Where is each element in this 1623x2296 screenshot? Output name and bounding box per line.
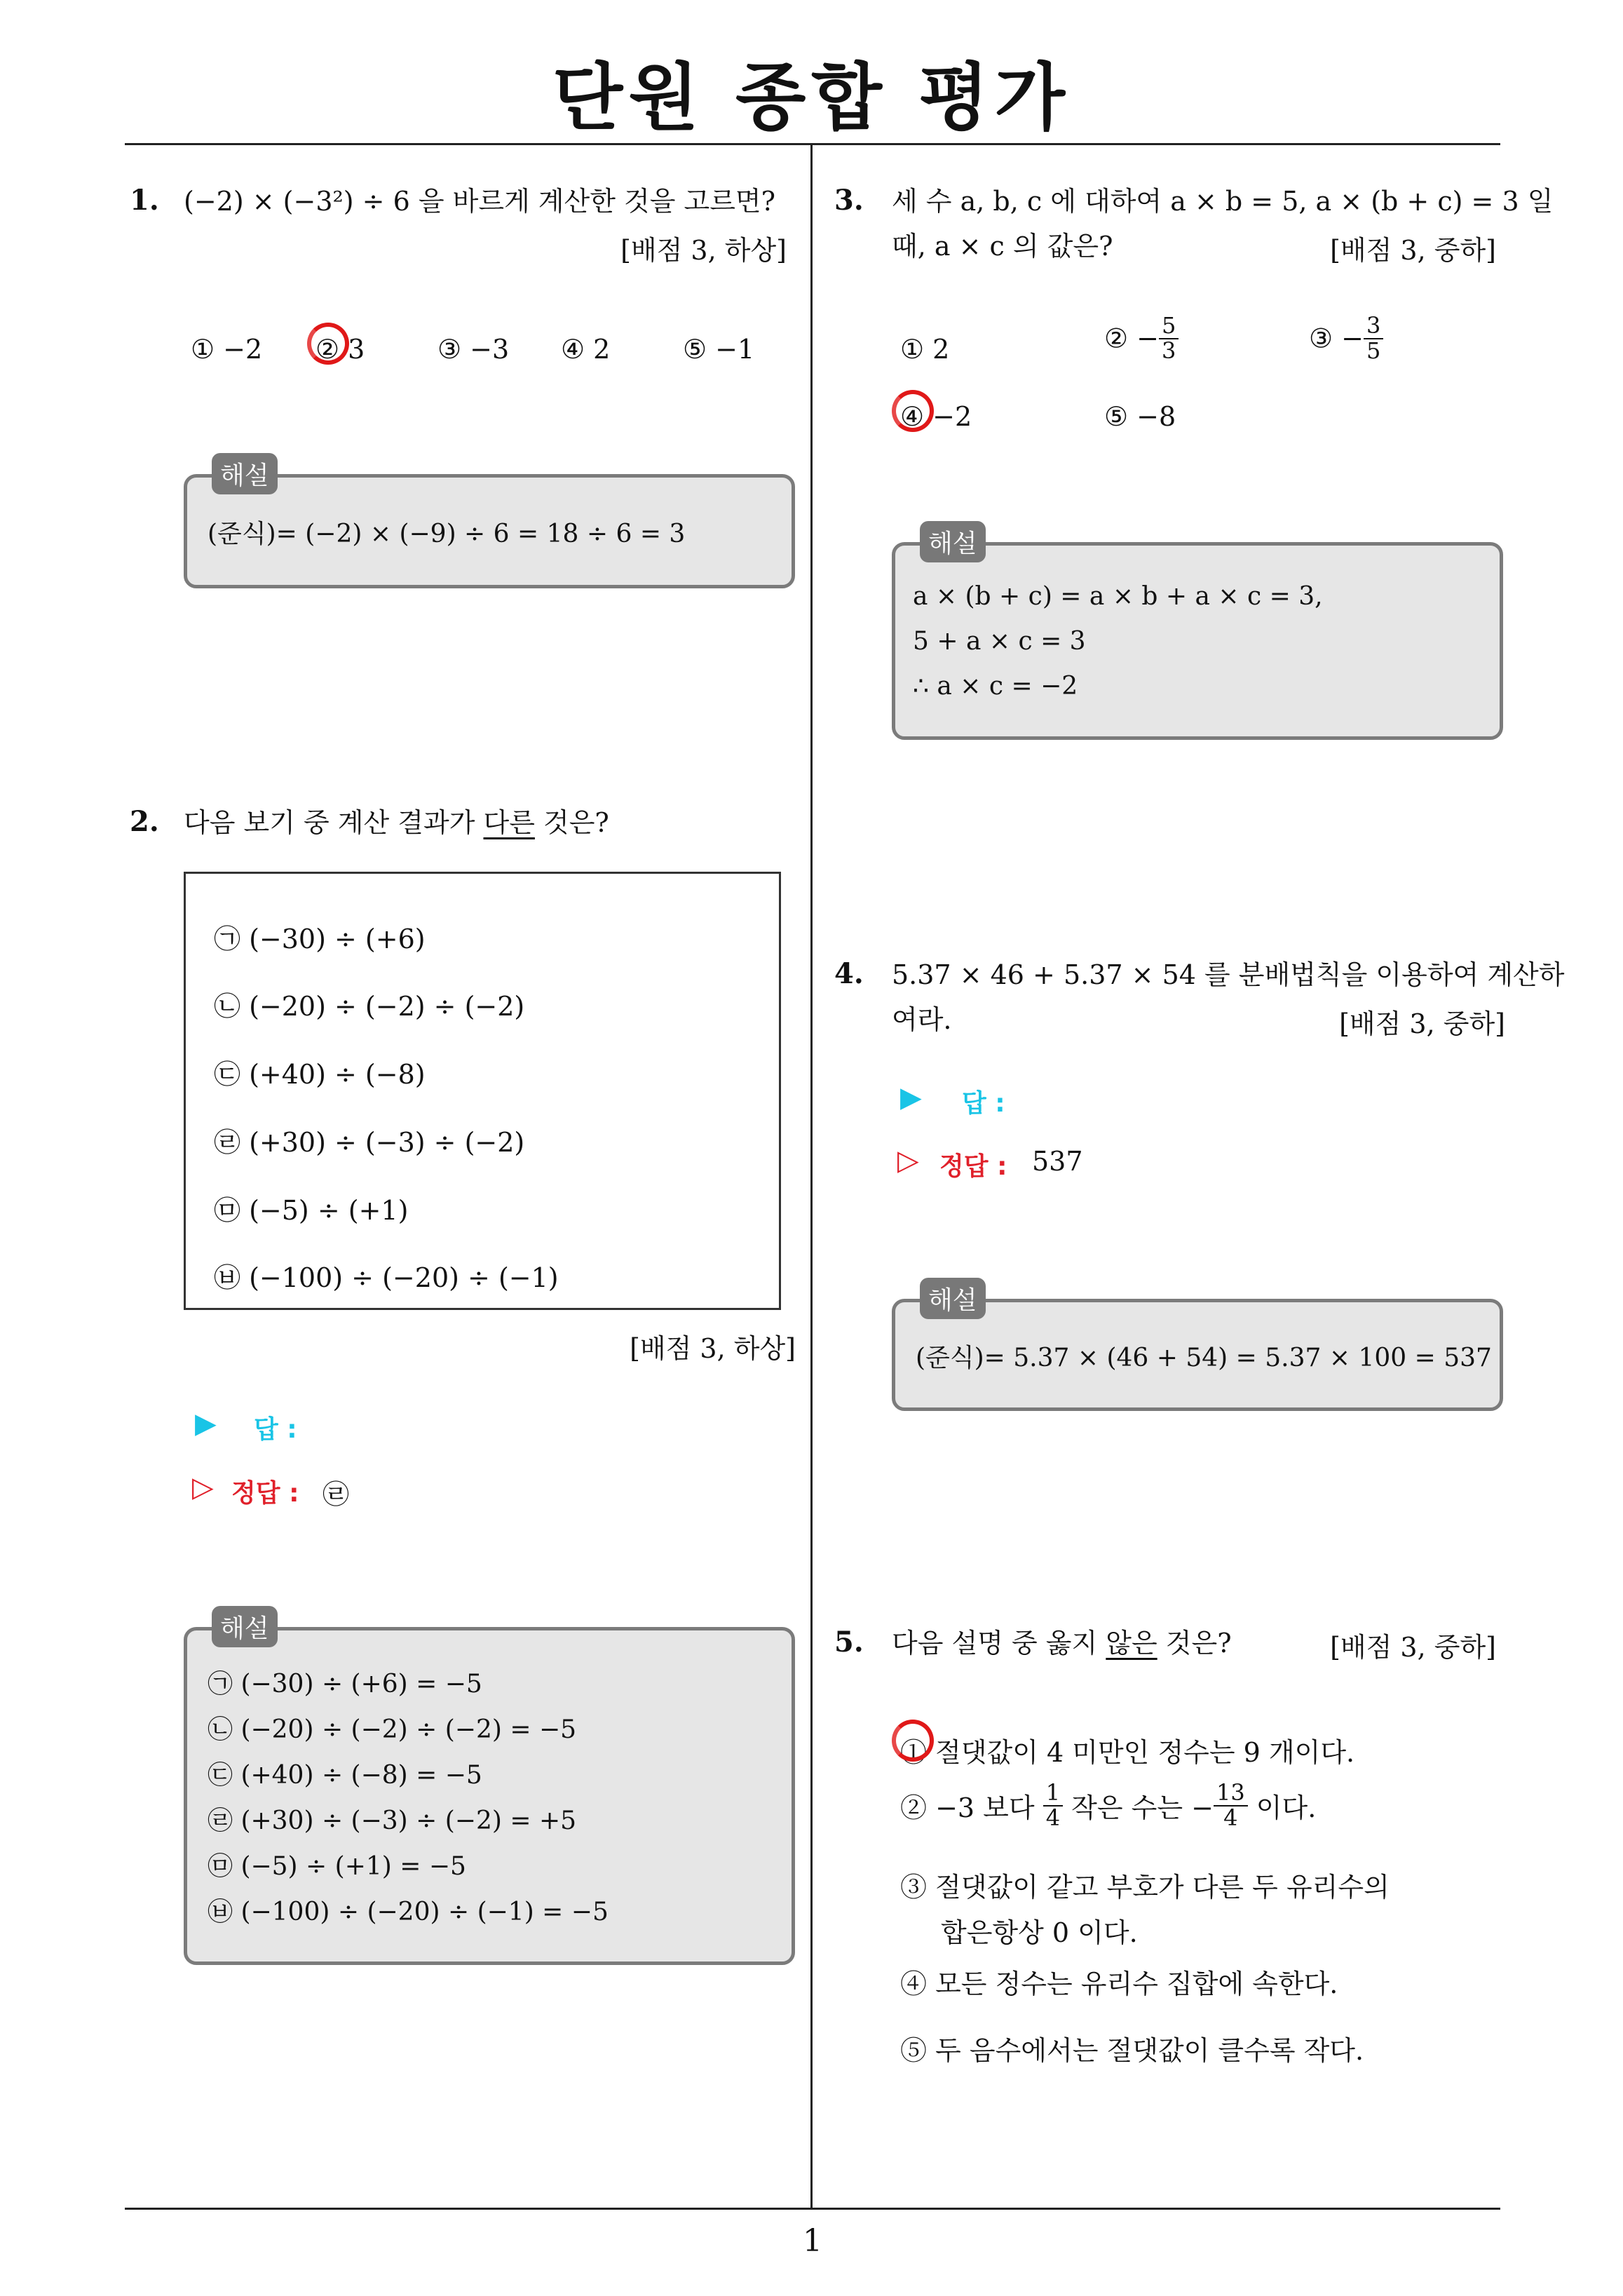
score-label: [배점 3, 중하] bbox=[1330, 235, 1496, 266]
choice-3[interactable]: ③ 절댓값이 같고 부호가 다른 두 유리수의 bbox=[900, 1872, 1390, 1903]
answer-circle-mark bbox=[307, 323, 349, 365]
choice-2[interactable]: ② 3 bbox=[315, 334, 365, 365]
correct-arrow-icon: ▷ bbox=[192, 1471, 214, 1504]
choice-text: ② −3 보다 bbox=[900, 1792, 1035, 1824]
choice-text: ③ − bbox=[1309, 323, 1364, 354]
score-label: [배점 3, 중하] bbox=[1339, 1008, 1505, 1039]
choice-2[interactable] bbox=[900, 1781, 1316, 1830]
bogi-item: ㉥ (−100) ÷ (−20) ÷ (−1) bbox=[214, 1262, 559, 1293]
score-label: [배점 3, 하상] bbox=[620, 235, 787, 266]
question-text-emphasis: 다른 bbox=[483, 807, 535, 838]
fraction-denominator: 5 bbox=[1366, 337, 1381, 364]
choice-4[interactable]: ④ 2 bbox=[561, 334, 611, 365]
choice-3[interactable] bbox=[1309, 314, 1383, 363]
solution-line: ㉠ (−30) ÷ (+6) = −5 bbox=[208, 1670, 482, 1699]
choice-3-continued: 합은항상 0 이다. bbox=[941, 1917, 1138, 1948]
question-number: 1. bbox=[130, 184, 159, 217]
answer-label: 답 : bbox=[962, 1089, 1005, 1118]
fraction bbox=[1214, 1781, 1248, 1830]
fraction-denominator: 3 bbox=[1162, 337, 1176, 364]
fraction-denominator: 4 bbox=[1223, 1804, 1238, 1831]
choice-3[interactable]: ③ −3 bbox=[437, 334, 510, 365]
correct-value: ㉣ bbox=[322, 1479, 350, 1510]
bogi-item: ㉢ (+40) ÷ (−8) bbox=[214, 1059, 426, 1090]
fraction-numerator: 13 bbox=[1214, 1781, 1248, 1807]
choice-1[interactable]: ① −2 bbox=[191, 334, 263, 365]
choice-4[interactable]: ④ −2 bbox=[900, 401, 972, 432]
correct-label: 정답 : bbox=[231, 1479, 299, 1508]
choice-text: ② − bbox=[1104, 323, 1159, 354]
solution-tab: 해설 bbox=[212, 453, 278, 494]
solution-line: (준식)= 5.37 × (46 + 54) = 5.37 × 100 = 537 bbox=[916, 1344, 1492, 1372]
solution-tab: 해설 bbox=[920, 1278, 986, 1319]
choice-1[interactable]: ① 2 bbox=[900, 334, 950, 365]
correct-arrow-icon: ▷ bbox=[897, 1144, 919, 1177]
question-number: 3. bbox=[834, 184, 864, 217]
question-text: 때, a × c 의 값은? bbox=[892, 231, 1113, 262]
solution-line: ㉢ (+40) ÷ (−8) = −5 bbox=[208, 1761, 482, 1790]
solution-line: ㉤ (−5) ÷ (+1) = −5 bbox=[208, 1852, 466, 1881]
solution-line: ㉡ (−20) ÷ (−2) ÷ (−2) = −5 bbox=[208, 1715, 577, 1744]
question-text-part: 것은? bbox=[534, 807, 609, 838]
question-text: 세 수 a, b, c 에 대하여 a × b = 5, a × (b + c) = 3 일 bbox=[892, 186, 1554, 217]
fraction-numerator: 3 bbox=[1364, 314, 1383, 339]
question-number: 5. bbox=[834, 1626, 864, 1659]
fraction bbox=[1043, 1781, 1063, 1830]
question-number: 4. bbox=[834, 957, 864, 990]
fraction bbox=[1364, 314, 1383, 363]
score-label: [배점 3, 중하] bbox=[1330, 1632, 1496, 1663]
solution-line: a × (b + c) = a × b + a × c = 3, bbox=[913, 582, 1323, 611]
fraction-numerator: 1 bbox=[1043, 1781, 1063, 1807]
solution-tab: 해설 bbox=[212, 1606, 278, 1647]
question-text-part: 다음 설명 중 옳지 bbox=[892, 1628, 1106, 1659]
choice-5[interactable]: ⑤ −8 bbox=[1104, 401, 1176, 432]
question-text bbox=[184, 799, 609, 846]
bogi-item: ㉠ (−30) ÷ (+6) bbox=[214, 924, 426, 954]
title-divider bbox=[125, 143, 1500, 145]
question-text-part: 다음 보기 중 계산 결과가 bbox=[184, 807, 484, 838]
fraction bbox=[1159, 314, 1179, 363]
answer-label: 답 : bbox=[254, 1415, 297, 1444]
choice-5[interactable]: ⑤ −1 bbox=[683, 334, 755, 365]
question-number: 2. bbox=[130, 805, 159, 838]
choice-4[interactable]: ④ 모든 정수는 유리수 집합에 속한다. bbox=[900, 1969, 1338, 1999]
question-text: 5.37 × 46 + 5.37 × 54 를 분배법칙을 이용하여 계산하 bbox=[892, 959, 1565, 990]
answer-circle-mark bbox=[892, 1720, 934, 1762]
bogi-item: ㉤ (−5) ÷ (+1) bbox=[214, 1195, 409, 1226]
bogi-item: ㉡ (−20) ÷ (−2) ÷ (−2) bbox=[214, 991, 525, 1022]
bogi-item: ㉣ (+30) ÷ (−3) ÷ (−2) bbox=[214, 1127, 525, 1158]
fraction-numerator: 5 bbox=[1159, 314, 1179, 339]
solution-line: ㉣ (+30) ÷ (−3) ÷ (−2) = +5 bbox=[208, 1807, 577, 1835]
solution-line: (준식)= (−2) × (−9) ÷ 6 = 18 ÷ 6 = 3 bbox=[208, 520, 686, 548]
page-number: 1 bbox=[803, 2223, 822, 2259]
page-title: 단원 종합 평가 bbox=[552, 55, 1071, 140]
answer-arrow-icon: ▶ bbox=[195, 1407, 217, 1440]
score-label: [배점 3, 하상] bbox=[630, 1333, 796, 1364]
answer-circle-mark bbox=[892, 390, 934, 432]
question-text-emphasis: 않은 bbox=[1106, 1628, 1157, 1659]
correct-label: 정답 : bbox=[939, 1152, 1007, 1181]
solution-line: ㉥ (−100) ÷ (−20) ÷ (−1) = −5 bbox=[208, 1898, 609, 1926]
solution-tab: 해설 bbox=[920, 521, 986, 562]
correct-value: 537 bbox=[1032, 1146, 1083, 1177]
column-divider bbox=[810, 143, 813, 2208]
solution-line: ∴ a × c = −2 bbox=[913, 672, 1078, 701]
fraction-denominator: 4 bbox=[1045, 1804, 1061, 1831]
choice-text: 작은 수는 − bbox=[1071, 1792, 1214, 1824]
question-text: (−2) × (−3²) ÷ 6 을 바르게 계산한 것을 고르면? bbox=[184, 186, 776, 217]
question-text: 여라. bbox=[892, 1004, 952, 1035]
footer-divider bbox=[125, 2208, 1500, 2210]
question-text bbox=[892, 1620, 1232, 1666]
choice-5[interactable]: ⑤ 두 음수에서는 절댓값이 클수록 작다. bbox=[900, 2035, 1364, 2066]
choice-text: 이다. bbox=[1256, 1792, 1317, 1824]
answer-arrow-icon: ▶ bbox=[900, 1081, 922, 1114]
solution-line: 5 + a × c = 3 bbox=[913, 627, 1086, 656]
choice-1[interactable]: ① 절댓값이 4 미만인 정수는 9 개이다. bbox=[900, 1737, 1355, 1768]
question-text-part: 것은? bbox=[1157, 1628, 1232, 1659]
choice-2[interactable] bbox=[1104, 314, 1179, 363]
